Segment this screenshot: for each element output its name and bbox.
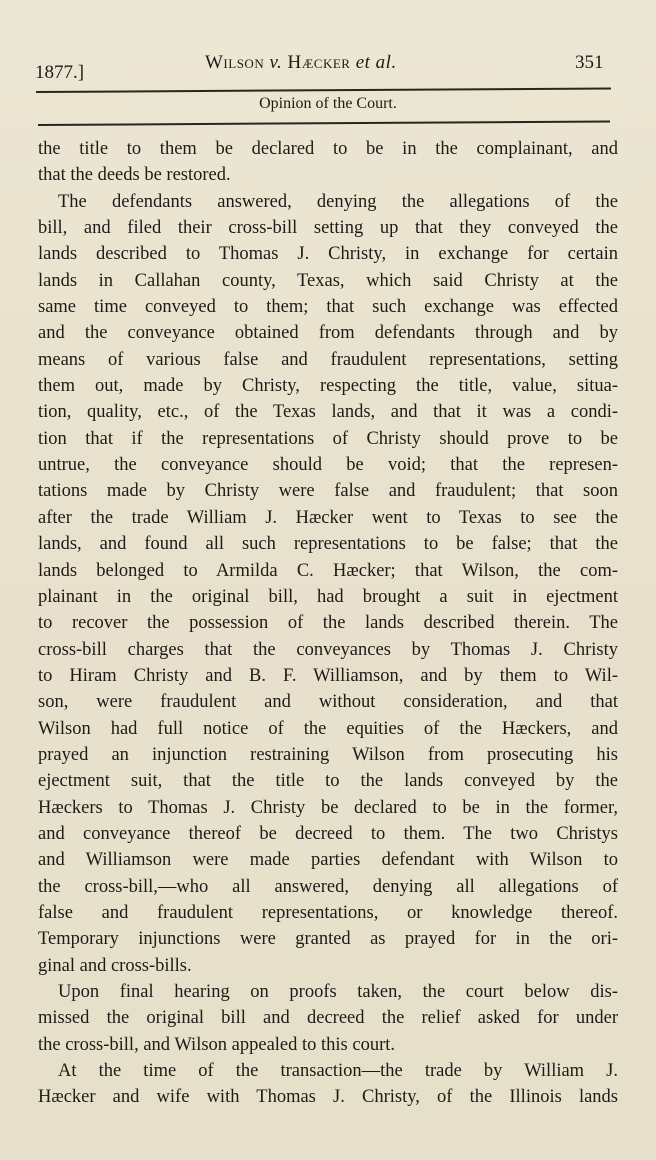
text-line: tion, quality, etc., of the Texas lands, and that it was a condi- (38, 402, 618, 423)
opinion-body (38, 136, 618, 1111)
running-head (0, 50, 656, 82)
case-title-plaintiff: Wilson (205, 52, 265, 73)
text-line: the cross-bill, and Wilson appealed to this court. (38, 1034, 396, 1055)
text-line: lands in Callahan county, Texas, which said Christy at the (38, 270, 618, 291)
text-line: missed the original bill and decreed the relief asked for under (38, 1008, 618, 1029)
case-title (205, 52, 397, 74)
text-line: son, were fraudulent and without consideration, and that (38, 692, 618, 713)
header-rule-top (36, 87, 611, 93)
text-line: Hæckers to Thomas J. Christy be declared to be in the former, (38, 797, 618, 818)
text-line: lands described to Thomas J. Christy, in exchange for certain (38, 244, 618, 265)
text-line: to recover the possession of the lands described therein. The (38, 613, 618, 634)
text-line: At the time of the transaction—the trade by William J. (58, 1061, 618, 1082)
text-line: Temporary injunctions were granted as prayed for in the ori- (38, 929, 618, 950)
header-rule-bottom (38, 121, 610, 126)
text-line: tations made by Christy were false and fraudulent; that soon (38, 481, 618, 502)
text-line: The defendants answered, denying the allegations of the (58, 191, 618, 212)
case-title-versus: v. (269, 52, 283, 73)
page-number: 351 (575, 52, 604, 73)
text-line: means of various false and fraudulent representations, setting (38, 349, 618, 370)
text-line: and the conveyance obtained from defendants through and by (38, 323, 618, 344)
text-line: Upon final hearing on proofs taken, the court below dis- (58, 982, 618, 1002)
text-line: ginal and cross-bills. (38, 955, 192, 976)
case-title-et-al: et al. (355, 52, 397, 73)
text-line: lands belonged to Armilda C. Hæcker; that Wilson, the com- (38, 560, 618, 581)
text-line: that the deeds be restored. (38, 165, 231, 186)
text-line: prayed an injunction restraining Wilson from prosecuting his (38, 744, 618, 765)
text-line: false and fraudulent representations, or knowledge thereof. (38, 902, 618, 923)
case-title-defendant: Hæcker (287, 52, 351, 73)
text-line: to Hiram Christy and B. F. Williamson, and by them to Wil- (38, 665, 618, 686)
text-line: Hæcker and wife with Thomas J. Christy, of the Illinois lands (38, 1087, 618, 1108)
text-line: cross-bill charges that the conveyances by Thomas J. Christy (38, 639, 618, 660)
text-line: bill, and filed their cross-bill setting up that they conveyed the (38, 218, 618, 239)
text-line: and conveyance thereof be decreed to them. The two Christys (38, 823, 618, 844)
text-line: plainant in the original bill, had brought a suit in ejectment (38, 586, 618, 607)
text-line: after the trade William J. Hæcker went to Texas to see the (38, 507, 618, 528)
text-line: the cross-bill,—who all answered, denying all allegations of (38, 876, 618, 897)
text-line: tion that if the representations of Christy should prove to be (38, 428, 618, 449)
text-line: Wilson had full notice of the equities of the Hæckers, and (38, 718, 618, 739)
text-line: ejectment suit, that the title to the lands conveyed by the (38, 771, 618, 792)
text-line: same time conveyed to them; that such exchange was effected (38, 297, 618, 318)
text-line: lands, and found all such representations to be false; that the (38, 534, 618, 555)
text-line: them out, made by Christy, respecting the title, value, situa- (38, 376, 618, 397)
year-label: 1877.] (35, 62, 85, 83)
text-line: the title to them be declared to be in the complainant, and (38, 139, 618, 159)
text-line: and Williamson were made parties defendant with Wilson to (38, 850, 618, 871)
text-line: untrue, the conveyance should be void; that the represen- (38, 455, 618, 476)
section-title: Opinion of the Court. (259, 95, 397, 112)
